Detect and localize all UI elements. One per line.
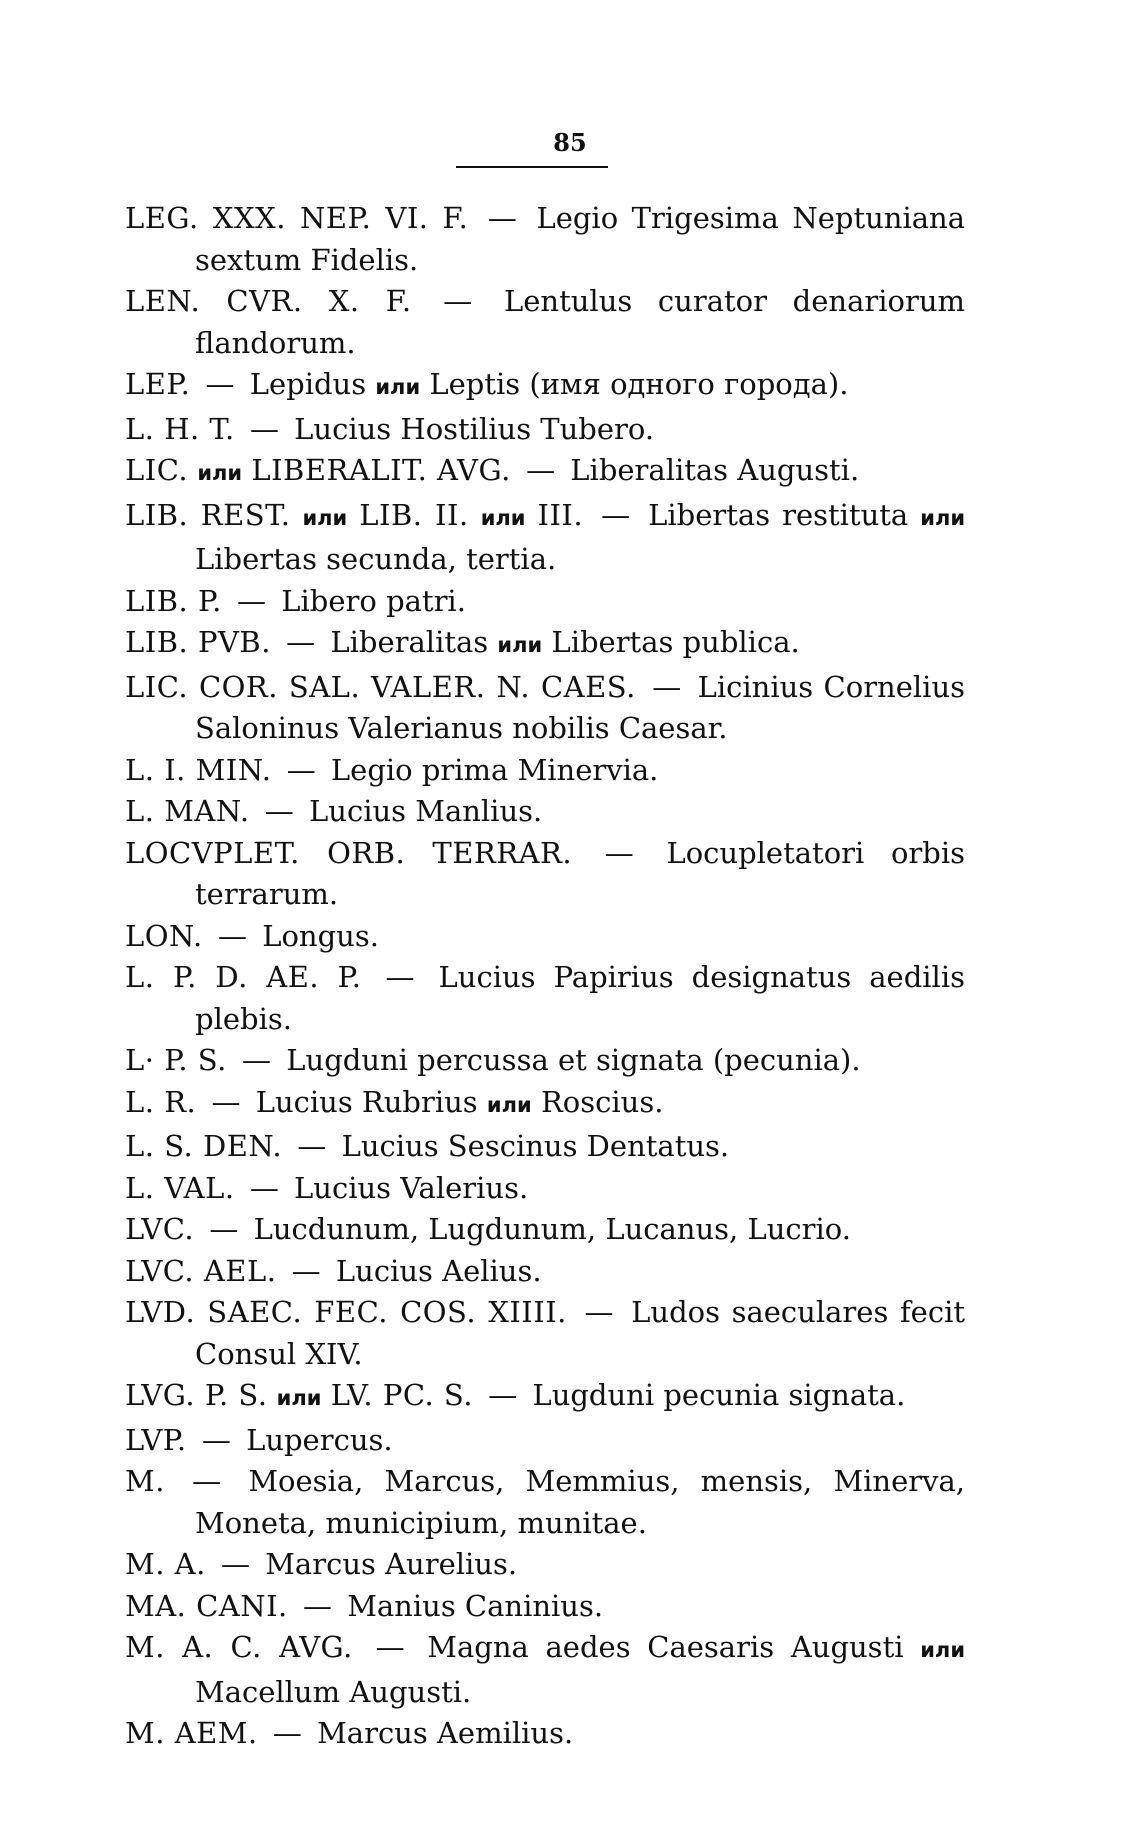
- entry-abbreviation: LIB. PVB.: [125, 625, 271, 659]
- entry-expansion: Libertas restituta: [648, 497, 909, 532]
- entry-abbreviation: LEN. CVR. X. F.: [125, 284, 412, 318]
- entry-dash: —: [205, 367, 235, 401]
- entry-dash: —: [237, 583, 267, 618]
- entry-dash: —: [286, 752, 316, 787]
- entry-dash: —: [487, 201, 517, 235]
- entry-expansion: Lugduni pecunia signata.: [532, 1378, 906, 1412]
- page-number: 85: [553, 128, 587, 157]
- entry-expansion: Lucius Rubrius: [255, 1084, 478, 1119]
- entry-abbreviation: M. AEM.: [125, 1716, 258, 1750]
- entry-dash: —: [211, 1084, 241, 1119]
- entry-expansion: Macellum Augusti.: [195, 1674, 472, 1709]
- entry-expansion: Liberalitas Augusti.: [570, 453, 860, 487]
- abbreviation-entry: [125, 281, 965, 364]
- abbreviation-entry: [125, 1168, 965, 1210]
- entry-dash: —: [652, 669, 682, 704]
- entry-expansion: Legio prima Minervia.: [330, 752, 659, 787]
- abbreviation-entry: [125, 1209, 965, 1251]
- entry-dash: —: [209, 1212, 239, 1246]
- entry-expansion: Longus.: [262, 918, 379, 953]
- entry-expansion: Lucius Manlius.: [309, 794, 543, 828]
- entry-abbreviation: LVG. P. S.: [125, 1378, 268, 1412]
- abbreviation-entry: [125, 450, 965, 495]
- entry-expansion: Leptis (имя одного города).: [429, 367, 849, 401]
- entry-expansion: Libertas publica.: [551, 625, 800, 659]
- entry-dash: —: [192, 1464, 222, 1498]
- abbreviation-entry: [125, 495, 965, 581]
- entry-expansion: Moesia, Marcus, Memmius, mensis, Minerva, Moneta, municipium, munitae.: [195, 1464, 966, 1540]
- abbreviation-entry: [125, 1586, 965, 1628]
- entry-conjunction: или: [276, 1386, 322, 1410]
- entry-conjunction: или: [920, 1638, 966, 1662]
- entry-dash: —: [221, 1547, 251, 1581]
- entry-abbreviation: LON.: [125, 918, 203, 953]
- entry-abbreviation: LIB. P.: [125, 583, 222, 618]
- entry-expansion: Legio Trigesima Neptuniana sextum Fidelis.: [195, 201, 965, 277]
- entry-expansion: Ludos saeculares fecit Consul XIV.: [195, 1295, 966, 1371]
- abbreviation-entry: [125, 833, 965, 916]
- entry-expansion: Roscius.: [540, 1084, 664, 1119]
- abbreviation-entry: [125, 1713, 965, 1755]
- entry-abbreviation: L. S. DEN.: [125, 1129, 283, 1163]
- abbreviation-entry: [125, 1461, 965, 1544]
- entry-dash: —: [286, 625, 316, 659]
- entry-abbreviation: L. P. D. AE. P.: [125, 960, 362, 994]
- entry-abbreviation: L. I. MIN.: [125, 752, 272, 787]
- entry-abbreviation: L. VAL.: [125, 1170, 235, 1205]
- abbreviation-entry: [125, 957, 965, 1040]
- entry-abbreviation: M. A. C. AVG.: [125, 1630, 353, 1664]
- entry-conjunction: или: [486, 1092, 532, 1117]
- entry-abbreviation: LIB. REST.: [125, 497, 291, 532]
- abbreviation-entry: [125, 1627, 965, 1713]
- entry-dash: —: [584, 1295, 614, 1329]
- entry-conjunction: или: [920, 505, 966, 530]
- entry-expansion: Locupletatori orbis terrarum.: [195, 835, 966, 911]
- abbreviation-entry: [125, 622, 965, 667]
- entry-expansion: Lentulus curator denariorum flandorum.: [195, 284, 965, 360]
- entry-abbreviation: III.: [537, 497, 584, 532]
- entry-dash: —: [604, 835, 634, 870]
- entry-abbreviation: MA. CANI.: [125, 1588, 288, 1623]
- entry-dash: —: [249, 411, 279, 446]
- entry-abbreviation: LIC. COR. SAL. VALER. N. CAES.: [125, 669, 636, 704]
- entry-abbreviation: LV. PC. S.: [330, 1378, 473, 1412]
- entry-dash: —: [443, 284, 473, 318]
- abbreviation-entry: [125, 409, 965, 451]
- entry-expansion: Lucius Aelius.: [335, 1253, 542, 1288]
- entry-expansion: Licinius Cornelius Saloninus Valerianus nobilis Caesar.: [195, 669, 965, 745]
- entry-abbreviation: LOCVPLET. ORB. TERRAR.: [125, 835, 573, 870]
- entry-abbreviation: L· P. S.: [125, 1043, 227, 1077]
- entry-dash: —: [242, 1043, 272, 1077]
- entry-dash: —: [526, 453, 556, 487]
- abbreviation-entry: [125, 1251, 965, 1293]
- abbreviation-entry: [125, 581, 965, 623]
- abbreviation-entry: [125, 1126, 965, 1168]
- entry-dash: —: [375, 1630, 405, 1664]
- entry-conjunction: или: [302, 505, 348, 530]
- abbreviation-entry: [125, 1082, 965, 1127]
- entry-dash: —: [297, 1129, 327, 1163]
- entry-expansion: Libertas secunda, tertia.: [195, 542, 557, 576]
- abbreviation-entry: [125, 667, 965, 750]
- abbreviation-list: [125, 198, 965, 1755]
- entry-expansion: Manius Caninius.: [347, 1588, 604, 1623]
- entry-abbreviation: L. MAN.: [125, 794, 250, 828]
- entry-dash: —: [385, 960, 415, 994]
- abbreviation-entry: [125, 198, 965, 281]
- entry-abbreviation: LVD. SAEC. FEC. COS. XIIII.: [125, 1295, 567, 1329]
- entry-expansion: Liberalitas: [330, 625, 489, 659]
- abbreviation-entry: [125, 750, 965, 792]
- abbreviation-entry: [125, 1420, 965, 1462]
- entry-expansion: Libero patri.: [281, 583, 466, 618]
- entry-abbreviation: LVP.: [125, 1422, 187, 1457]
- abbreviation-entry: [125, 916, 965, 958]
- entry-dash: —: [249, 1170, 279, 1205]
- entry-dash: —: [302, 1588, 332, 1623]
- entry-expansion: Lucius Sescinus Dentatus.: [341, 1129, 730, 1163]
- abbreviation-entry: [125, 1375, 965, 1420]
- entry-conjunction: или: [480, 505, 526, 530]
- entry-conjunction: или: [197, 461, 243, 485]
- entry-abbreviation: LVC.: [125, 1212, 195, 1246]
- abbreviation-entry: [125, 364, 965, 409]
- entry-abbreviation: L. H. T.: [125, 411, 235, 446]
- entry-dash: —: [488, 1378, 518, 1412]
- entry-abbreviation: LIC.: [125, 453, 189, 487]
- entry-abbreviation: LEG. XXX. NEP. VI. F.: [125, 201, 469, 235]
- entry-abbreviation: M.: [125, 1464, 165, 1498]
- entry-dash: —: [272, 1716, 302, 1750]
- entry-dash: —: [218, 918, 247, 953]
- entry-expansion: Lucius Valerius.: [294, 1170, 529, 1205]
- entry-expansion: Lucius Hostilius Tubero.: [294, 411, 655, 446]
- abbreviation-entry: [125, 791, 965, 833]
- entry-abbreviation: L. R.: [125, 1084, 197, 1119]
- entry-abbreviation: LIB. II.: [359, 497, 469, 532]
- entry-abbreviation: LEP.: [125, 367, 191, 401]
- entry-dash: —: [264, 794, 294, 828]
- entry-abbreviation: LIBERALIT. AVG.: [251, 453, 511, 487]
- entry-dash: —: [601, 497, 631, 532]
- entry-expansion: Magna aedes Caesaris Augusti: [427, 1630, 904, 1664]
- entry-expansion: Lugduni percussa et signata (pecunia).: [286, 1043, 861, 1077]
- entry-conjunction: или: [375, 375, 421, 399]
- entry-expansion: Lepidus: [249, 367, 367, 401]
- entry-abbreviation: M. A.: [125, 1547, 206, 1581]
- entry-expansion: Lucdunum, Lugdunum, Lucanus, Lucrio.: [253, 1212, 851, 1246]
- entry-dash: —: [291, 1253, 321, 1288]
- entry-dash: —: [201, 1422, 231, 1457]
- entry-abbreviation: LVC. AEL.: [125, 1253, 277, 1288]
- page-number-rule: [456, 166, 608, 168]
- entry-expansion: Lupercus.: [246, 1422, 393, 1457]
- abbreviation-entry: [125, 1292, 965, 1375]
- entry-expansion: Marcus Aurelius.: [265, 1547, 518, 1581]
- abbreviation-entry: [125, 1040, 965, 1082]
- entry-expansion: Marcus Aemilius.: [317, 1716, 574, 1750]
- abbreviation-entry: [125, 1544, 965, 1586]
- entry-expansion: Lucius Papirius designatus aedilis plebis.: [195, 960, 965, 1036]
- entry-conjunction: или: [497, 633, 543, 657]
